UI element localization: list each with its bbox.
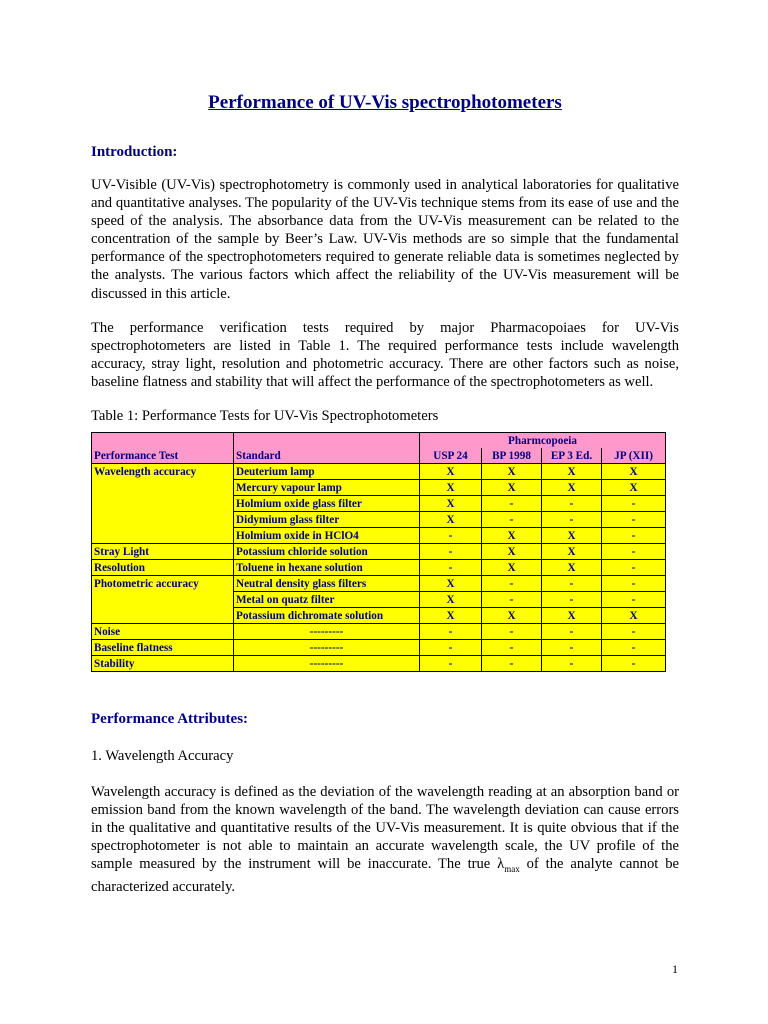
list-item-wavelength-accuracy: 1. Wavelength Accuracy	[91, 748, 234, 764]
performance-test-cell: Stray Light	[92, 544, 234, 560]
bp-cell: X	[482, 528, 542, 544]
performance-test-cell	[92, 608, 234, 624]
standard-cell: ---------	[234, 640, 420, 656]
standard-cell: ---------	[234, 656, 420, 672]
ep-cell: -	[542, 592, 602, 608]
performance-test-cell: Photometric accuracy	[92, 576, 234, 592]
jp-cell: -	[602, 560, 666, 576]
table-row	[92, 496, 666, 512]
jp-column-header: JP (XII)	[602, 448, 666, 464]
bp-cell: -	[482, 496, 542, 512]
performance-test-cell: Noise	[92, 624, 234, 640]
jp-cell: -	[602, 624, 666, 640]
table-caption: Table 1: Performance Tests for UV-Vis Spectrophotometers	[91, 408, 439, 424]
lambda-symbol: λ	[497, 856, 505, 873]
jp-cell: -	[602, 656, 666, 672]
jp-cell: X	[602, 480, 666, 496]
page-title: Performance of UV-Vis spectrophotometers	[208, 92, 562, 113]
ep-cell: -	[542, 640, 602, 656]
ep-cell: -	[542, 624, 602, 640]
jp-cell: -	[602, 512, 666, 528]
performance-test-cell: Baseline flatness	[92, 640, 234, 656]
performance-test-cell	[92, 592, 234, 608]
usp-cell: X	[420, 608, 482, 624]
max-subscript: max	[504, 864, 520, 875]
bp-cell: -	[482, 640, 542, 656]
bp-cell: -	[482, 592, 542, 608]
intro-paragraph-1: UV-Visible (UV-Vis) spectrophotometry is commonly used in analytical laboratories for qualitative and quantitative analyses. The popularity of the UV-Vis technique stems from its ease of use and the speed of the analysis. The absorbance data from the UV-Vis measurement can be related to the concentration of the sample by Beer’s Law. UV-Vis methods are so simple that the fundamental performance of the spectrophotometers required to generate reliable data is sometimes neglected by the analysts. The various factors which affect the reliability of the UV-Vis measurement will be discussed in this article.	[91, 177, 679, 302]
ep-cell: X	[542, 608, 602, 624]
performance-test-cell: Resolution	[92, 560, 234, 576]
wavelength-accuracy-paragraph	[91, 783, 679, 896]
table-row	[92, 528, 666, 544]
usp-cell: X	[420, 496, 482, 512]
ep-cell: X	[542, 528, 602, 544]
usp-cell: X	[420, 576, 482, 592]
usp-cell: -	[420, 560, 482, 576]
ep-cell: X	[542, 464, 602, 480]
table-row	[92, 640, 666, 656]
page-number: 1	[672, 962, 678, 976]
usp-column-header: USP 24	[420, 448, 482, 464]
jp-cell: -	[602, 592, 666, 608]
jp-cell: X	[602, 464, 666, 480]
standard-cell: Toluene in hexane solution	[234, 560, 420, 576]
standard-cell: Metal on quatz filter	[234, 592, 420, 608]
bp-cell: -	[482, 624, 542, 640]
usp-cell: X	[420, 512, 482, 528]
performance-test-cell	[92, 528, 234, 544]
ep-cell: -	[542, 512, 602, 528]
table-row	[92, 464, 666, 480]
intro-paragraph-2: The performance verification tests required by major Pharmacopoiaes for UV-Vis spectrophotometers are listed in Table 1. The required performance tests include wavelength accuracy, stray light, resolution and photometric accuracy. There are other factors such as noise, baseline flatness and stability that will affect the performance of the spectrophotometers as well.	[91, 320, 679, 391]
jp-cell: X	[602, 608, 666, 624]
standard-column-header: Standard	[234, 448, 420, 464]
performance-test-cell	[92, 512, 234, 528]
ep-cell: X	[542, 560, 602, 576]
introduction-heading: Introduction:	[91, 144, 178, 160]
jp-cell: -	[602, 496, 666, 512]
bp-cell: X	[482, 560, 542, 576]
usp-cell: -	[420, 544, 482, 560]
standard-cell: Deuterium lamp	[234, 464, 420, 480]
table-header-row-1	[92, 433, 666, 449]
performance-attributes-heading: Performance Attributes:	[91, 711, 249, 727]
performance-test-column-header: Performance Test	[92, 448, 234, 464]
performance-test-cell	[92, 496, 234, 512]
usp-cell: X	[420, 592, 482, 608]
standard-cell: Holmium oxide in HClO4	[234, 528, 420, 544]
jp-cell: -	[602, 576, 666, 592]
table-row	[92, 656, 666, 672]
ep-cell: -	[542, 496, 602, 512]
table-row	[92, 512, 666, 528]
jp-cell: -	[602, 640, 666, 656]
standard-cell: Potassium dichromate solution	[234, 608, 420, 624]
performance-test-cell	[92, 480, 234, 496]
standard-cell: ---------	[234, 624, 420, 640]
usp-cell: X	[420, 464, 482, 480]
bp-cell: X	[482, 480, 542, 496]
standard-cell: Mercury vapour lamp	[234, 480, 420, 496]
bp-column-header: BP 1998	[482, 448, 542, 464]
performance-tests-table	[91, 432, 666, 672]
table-row	[92, 480, 666, 496]
usp-cell: X	[420, 480, 482, 496]
ep-column-header: EP 3 Ed.	[542, 448, 602, 464]
header-empty-cell	[92, 433, 234, 449]
performance-test-cell: Wavelength accuracy	[92, 464, 234, 480]
bp-cell: -	[482, 576, 542, 592]
ep-cell: -	[542, 576, 602, 592]
header-empty-cell	[234, 433, 420, 449]
bp-cell: -	[482, 512, 542, 528]
ep-cell: -	[542, 656, 602, 672]
ep-cell: X	[542, 544, 602, 560]
table-header-row-2	[92, 448, 666, 464]
wavelength-text-part-2: of the analyte cannot be characterized accurately.	[91, 856, 679, 896]
bp-cell: X	[482, 608, 542, 624]
standard-cell: Potassium chloride solution	[234, 544, 420, 560]
table-row	[92, 608, 666, 624]
wavelength-text-part-1: Wavelength accuracy is defined as the deviation of the wavelength reading at an absorption band or emission band from the known wavelength of the band. The wavelength deviation can cause errors in the qualitative and quantitative results of the UV-Vis measurement. It is quite obvious that if the spectrophotometer is not able to maintain an accurate wavelength scale, the UV profile of the sample measured by the instrument will be inaccurate. The true	[91, 784, 679, 873]
standard-cell: Didymium glass filter	[234, 512, 420, 528]
jp-cell: -	[602, 528, 666, 544]
ep-cell: X	[542, 480, 602, 496]
standard-cell: Holmium oxide glass filter	[234, 496, 420, 512]
bp-cell: -	[482, 656, 542, 672]
standard-cell: Neutral density glass filters	[234, 576, 420, 592]
table-row	[92, 592, 666, 608]
table-row	[92, 560, 666, 576]
performance-test-cell: Stability	[92, 656, 234, 672]
usp-cell: -	[420, 640, 482, 656]
table-row	[92, 576, 666, 592]
bp-cell: X	[482, 544, 542, 560]
table-row	[92, 624, 666, 640]
usp-cell: -	[420, 656, 482, 672]
bp-cell: X	[482, 464, 542, 480]
pharmacopoeia-group-header: Pharmcopoeia	[420, 433, 666, 449]
jp-cell: -	[602, 544, 666, 560]
usp-cell: -	[420, 624, 482, 640]
table-row	[92, 544, 666, 560]
usp-cell: -	[420, 528, 482, 544]
